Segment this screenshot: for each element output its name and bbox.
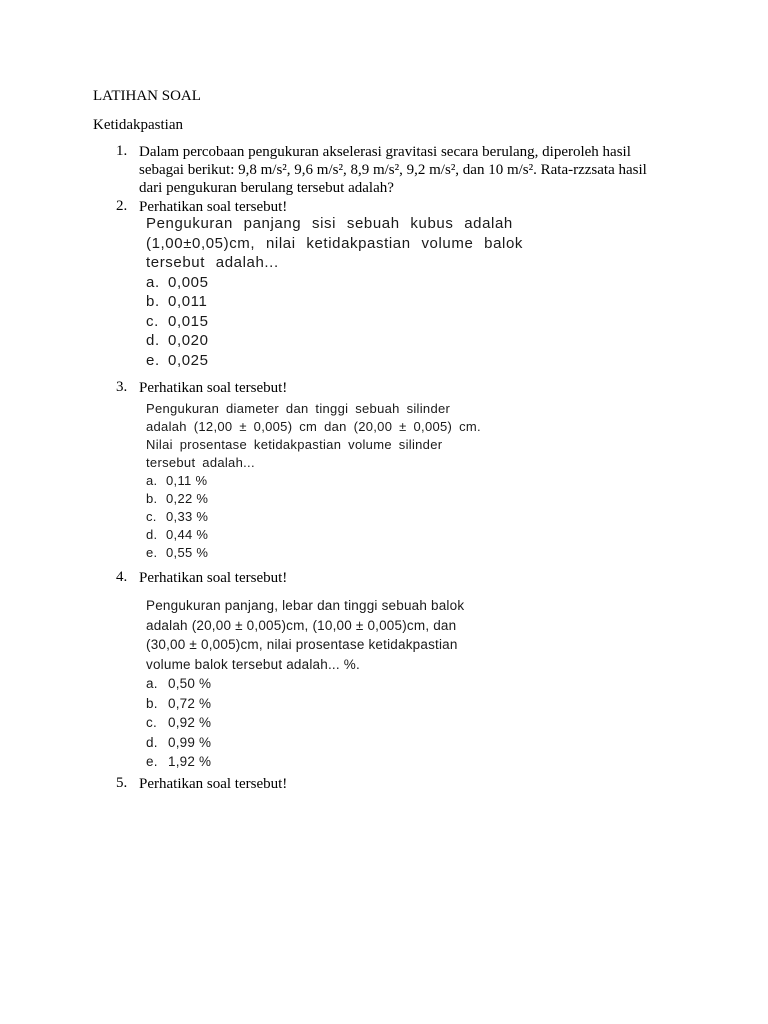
question-1-line: Dalam percobaan pengukuran akselerasi gravitasi secara berulang, diperoleh hasil <box>139 144 631 160</box>
problem-line: tersebut adalah... <box>146 455 255 470</box>
question-2-text: Perhatikan soal tersebut! <box>139 199 288 215</box>
answer-option: b. 0,011 <box>146 293 208 310</box>
answer-option: e. 0,025 <box>146 351 209 369</box>
question-5-number: 5. <box>116 775 128 791</box>
answer-option: b. 0,22 % <box>146 491 209 506</box>
question-4-number: 4. <box>116 569 128 585</box>
problem-line: volume balok tersebut adalah... %. <box>146 656 360 672</box>
question-1-line: dari pengukuran berulang tersebut adalah? <box>139 180 394 196</box>
answer-option: c. 0,33 % <box>146 509 209 524</box>
problem-line: adalah (20,00 ± 0,005)cm, (10,00 ± 0,005)cm, dan <box>146 617 457 633</box>
problem-line: (1,00±0,05)cm, nilai ketidakpastian volume balok <box>146 234 524 252</box>
answer-option: d. 0,020 <box>146 332 209 349</box>
document-title: LATIHAN SOAL <box>93 88 201 104</box>
question-2-number: 2. <box>116 198 128 214</box>
answer-option: b. 0,72 % <box>146 695 212 711</box>
problem-line: Pengukuran panjang, lebar dan tinggi sebuah balok <box>146 598 465 613</box>
question-1-line: sebagai berikut: 9,8 m/s², 9,6 m/s², 8,9 m/s², 9,2 m/s², dan 10 m/s². Rata-rzzsata hasil <box>139 162 647 178</box>
answer-option: c. 0,015 <box>146 312 209 330</box>
answer-option: e. 0,55 % <box>146 545 209 560</box>
problem-line: (30,00 ± 0,005)cm, nilai prosentase ketidakpastian <box>146 637 458 652</box>
question-1-number: 1. <box>116 143 128 159</box>
answer-option: d. 0,99 % <box>146 734 212 750</box>
answer-option: a. 0,11 % <box>146 473 208 488</box>
question-3-text: Perhatikan soal tersebut! <box>139 380 288 396</box>
question-4-text: Perhatikan soal tersebut! <box>139 570 288 586</box>
question-3-image <box>146 400 481 562</box>
document-subtitle: Ketidakpastian <box>93 117 183 133</box>
problem-line: Pengukuran diameter dan tinggi sebuah silinder <box>146 401 451 416</box>
question-1-text <box>139 143 679 197</box>
answer-option: a. 0,005 <box>146 273 209 291</box>
answer-option: d. 0,44 % <box>146 527 209 542</box>
question-5-text: Perhatikan soal tersebut! <box>139 776 288 792</box>
answer-option: c. 0,92 % <box>146 715 212 730</box>
answer-option: e. 1,92 % <box>146 754 212 769</box>
problem-line: Nilai prosentase ketidakpastian volume silinder <box>146 437 443 452</box>
question-4-image <box>146 596 464 772</box>
problem-line: adalah (12,00 ± 0,005) cm dan (20,00 ± 0,005) cm. <box>146 419 481 434</box>
question-3-number: 3. <box>116 379 128 395</box>
problem-line: Pengukuran panjang sisi sebuah kubus adalah <box>146 215 513 232</box>
problem-line: tersebut adalah... <box>146 254 279 271</box>
question-2-image <box>146 214 523 370</box>
answer-option: a. 0,50 % <box>146 676 212 691</box>
